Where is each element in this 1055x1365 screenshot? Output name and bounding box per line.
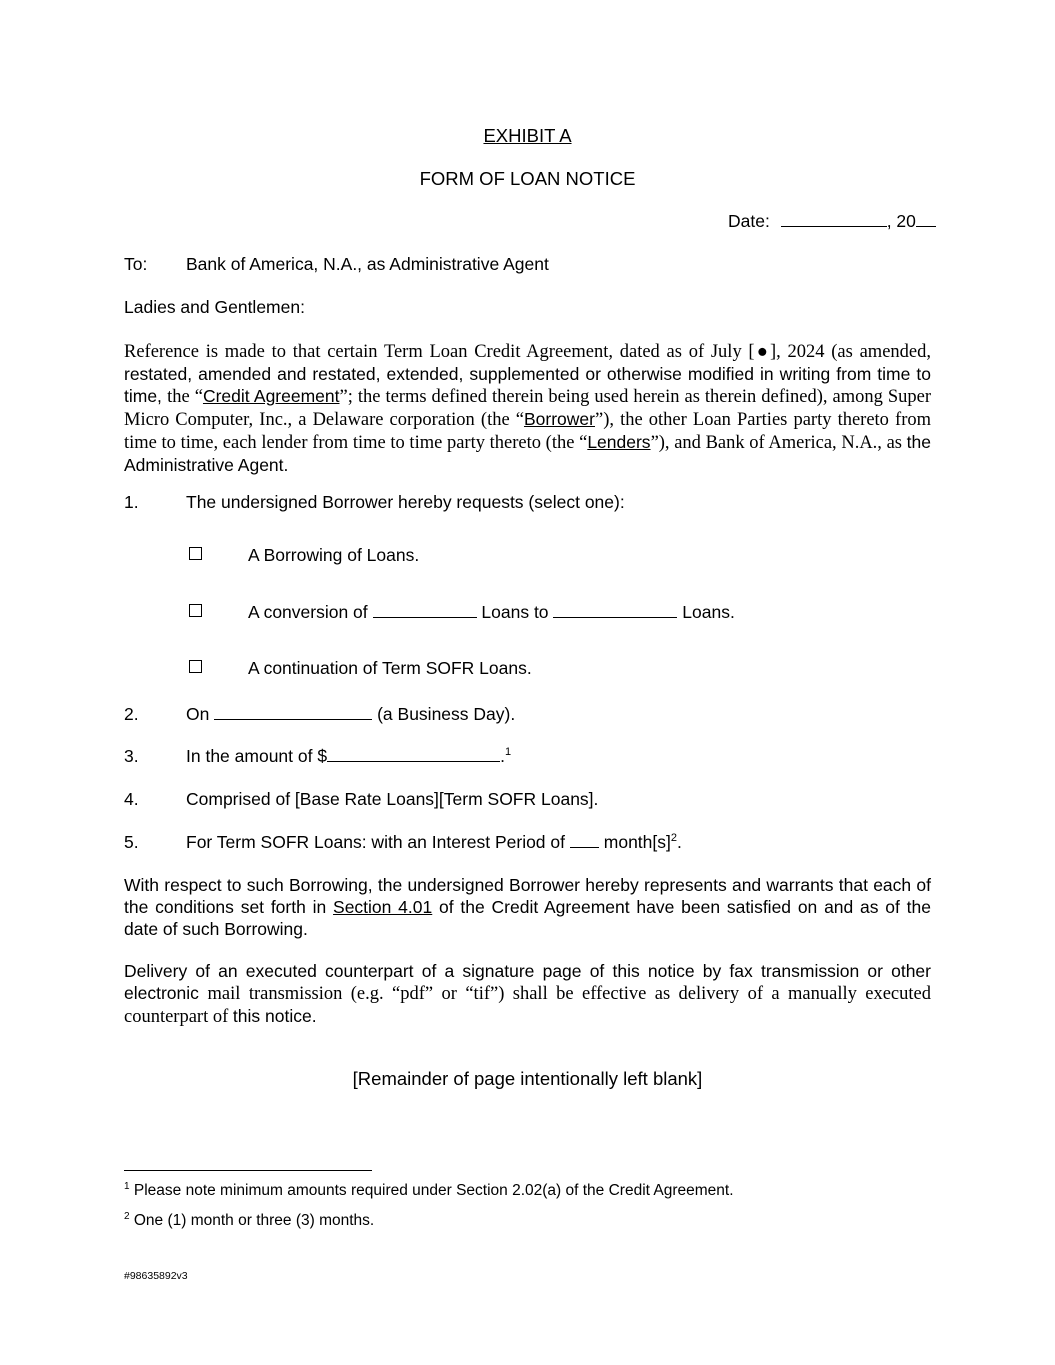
item-3-number: 3.: [124, 746, 139, 766]
remainder-note: [Remainder of page intentionally left blank]: [352, 1068, 703, 1089]
defined-term-lenders: Lenders: [587, 432, 651, 452]
item-2-text: On (a Business Day).: [186, 704, 516, 724]
item-2-number: 2.: [124, 704, 139, 724]
item-4-text: Comprised of [Base Rate Loans][Term SOFR Loans].: [186, 789, 599, 809]
to-value: Bank of America, N.A., as Administrative Agent: [186, 254, 549, 274]
salutation: Ladies and Gentlemen:: [124, 297, 305, 317]
defined-term-borrower: Borrower: [523, 409, 595, 429]
exhibit-title: EXHIBIT A: [483, 125, 572, 146]
option-continuation-label: A continuation of Term SOFR Loans.: [248, 658, 532, 678]
item-4-number: 4.: [124, 789, 139, 809]
business-day-blank[interactable]: [214, 705, 372, 720]
date-label: Date:: [728, 211, 770, 231]
conversion-from-blank[interactable]: [373, 603, 477, 618]
item-5-text: For Term SOFR Loans: with an Interest Period of $month[s]^2$.: [186, 832, 682, 852]
checkbox-continuation[interactable]: [189, 660, 202, 673]
section-reference: Section 4.01: [333, 897, 433, 917]
footnote-2: $^2$ One (1) month or three (3) months.: [124, 1210, 375, 1229]
option-borrowing-label: A Borrowing of Loans.: [248, 545, 420, 565]
footnote-ref-1: 1: [504, 746, 512, 759]
footnote-separator: [124, 1170, 372, 1171]
date-line: [728, 211, 936, 232]
checkbox-borrowing[interactable]: [189, 547, 202, 560]
reference-paragraph: Reference is made to that certain Term Loan Credit Agreement, dated as of July [●], 2024 (as amended, restated, amended and restated, extended, supplemented or otherwise modified in writing from time to time, the “Credit Agreement”; the terms defined therein being used herein as therein defined), among Super Micro Computer, Inc., a Delaware corporation (the “Borrower”), the other Loan Parties party thereto from time to time, each lender from time to time party thereto (the “Lenders”), and Bank of America, N.A., as the Administrative Agent.: [124, 342, 932, 475]
year-blank[interactable]: [916, 212, 936, 227]
option-conversion-label: A conversion of Loans to Loans.: [248, 602, 735, 622]
to-label: To:: [124, 254, 148, 274]
footnote-1: $^1$ Please note minimum amounts required under Section 2.02(a) of the Credit Agreement.: [124, 1180, 734, 1199]
form-title: FORM OF LOAN NOTICE: [419, 168, 636, 189]
date-year-prefix: , 20: [886, 211, 916, 231]
item-1-text: The undersigned Borrower hereby requests (select one):: [186, 492, 625, 512]
defined-term-credit-agreement: Credit Agreement: [202, 386, 340, 406]
date-blank[interactable]: [781, 212, 887, 227]
footnote-ref-2: 2: [670, 832, 678, 845]
conversion-to-blank[interactable]: [553, 603, 677, 618]
interest-period-blank[interactable]: [570, 833, 599, 848]
amount-blank[interactable]: [327, 747, 500, 762]
checkbox-conversion[interactable]: [189, 604, 202, 617]
document-id: #98635892v3: [124, 1270, 188, 1282]
item-5-number: 5.: [124, 832, 139, 852]
delivery-paragraph: Delivery of an executed counterpart of a signature page of this notice by fax transmission or other electronic mail transmission (e.g. “pdf” or “tif”) shall be effective as delivery of a manually executed counterpart of this notice.: [124, 961, 931, 1027]
item-1-number: 1.: [124, 492, 139, 512]
item-3-text: In the amount of $ .$^1$: [186, 746, 512, 766]
representation-paragraph: With respect to such Borrowing, the undersigned Borrower hereby represents and warrants that each of the conditions set forth in Section 4.01 of the Credit Agreement have been satisfied on and as of the date of such Borrowing.: [124, 875, 932, 939]
